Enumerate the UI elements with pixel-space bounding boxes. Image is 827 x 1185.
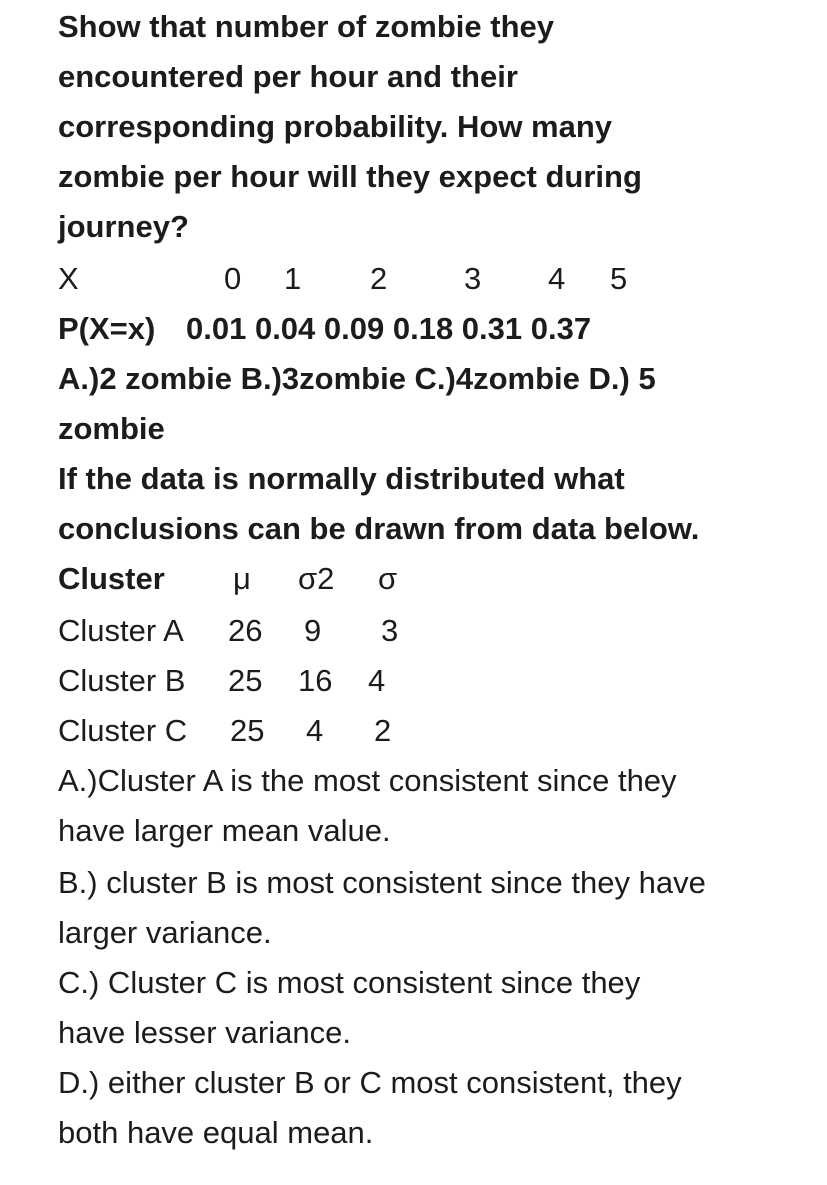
x-value-1: 1 bbox=[284, 261, 302, 296]
q1-line-1: Show that number of zombie they bbox=[58, 9, 555, 44]
table-row-b-sigma: 4 bbox=[368, 663, 386, 698]
q2-choice-d-line-2: both have equal mean. bbox=[58, 1115, 374, 1150]
q2-choice-a-line-1: A.)Cluster A is the most consistent since they bbox=[58, 763, 677, 798]
table-row-c-mu: 25 bbox=[230, 713, 265, 748]
table-header-cluster: Cluster bbox=[58, 561, 165, 596]
q1-line-5: journey? bbox=[58, 209, 189, 244]
x-value-0: 0 bbox=[224, 261, 242, 296]
table-row-b-variance: 16 bbox=[298, 663, 333, 698]
q2-choice-b-line-2: larger variance. bbox=[58, 915, 272, 950]
table-row-a-label: Cluster A bbox=[58, 613, 184, 648]
q1-line-3: corresponding probability. How many bbox=[58, 109, 613, 144]
q1-line-4: zombie per hour will they expect during bbox=[58, 159, 642, 194]
q2-line-2: conclusions can be drawn from data below. bbox=[58, 511, 700, 546]
table-row-b-label: Cluster B bbox=[58, 663, 186, 698]
table-header-sigma: σ bbox=[378, 561, 398, 596]
table-row-a-mu: 26 bbox=[228, 613, 263, 648]
q2-choice-c-line-2: have lesser variance. bbox=[58, 1015, 351, 1050]
table-row-c-variance: 4 bbox=[306, 713, 324, 748]
q1-choices-line-1: A.)2 zombie B.)3zombie C.)4zombie D.) 5 bbox=[58, 361, 656, 396]
x-row-label: X bbox=[58, 261, 79, 296]
table-row-a-sigma: 3 bbox=[381, 613, 399, 648]
x-value-5: 5 bbox=[610, 261, 628, 296]
q2-line-1: If the data is normally distributed what bbox=[58, 461, 625, 496]
table-row-c-sigma: 2 bbox=[374, 713, 392, 748]
table-header-mu: μ bbox=[233, 561, 251, 596]
q2-choice-d-line-1: D.) either cluster B or C most consistent, they bbox=[58, 1065, 682, 1100]
p-row-label: P(X=x) bbox=[58, 311, 156, 346]
q2-choice-c-line-1: C.) Cluster C is most consistent since they bbox=[58, 965, 641, 1000]
x-value-2: 2 bbox=[370, 261, 388, 296]
p-row-values: 0.01 0.04 0.09 0.18 0.31 0.37 bbox=[186, 311, 592, 346]
table-row-a-variance: 9 bbox=[304, 613, 322, 648]
table-header-variance: σ2 bbox=[298, 561, 335, 596]
table-row-b-mu: 25 bbox=[228, 663, 263, 698]
q2-choice-a-line-2: have larger mean value. bbox=[58, 813, 391, 848]
x-value-4: 4 bbox=[548, 261, 566, 296]
table-row-c-label: Cluster C bbox=[58, 713, 188, 748]
q1-line-2: encountered per hour and their bbox=[58, 59, 518, 94]
q2-choice-b-line-1: B.) cluster B is most consistent since they have bbox=[58, 865, 706, 900]
q1-choices-line-2: zombie bbox=[58, 411, 165, 446]
x-value-3: 3 bbox=[464, 261, 482, 296]
